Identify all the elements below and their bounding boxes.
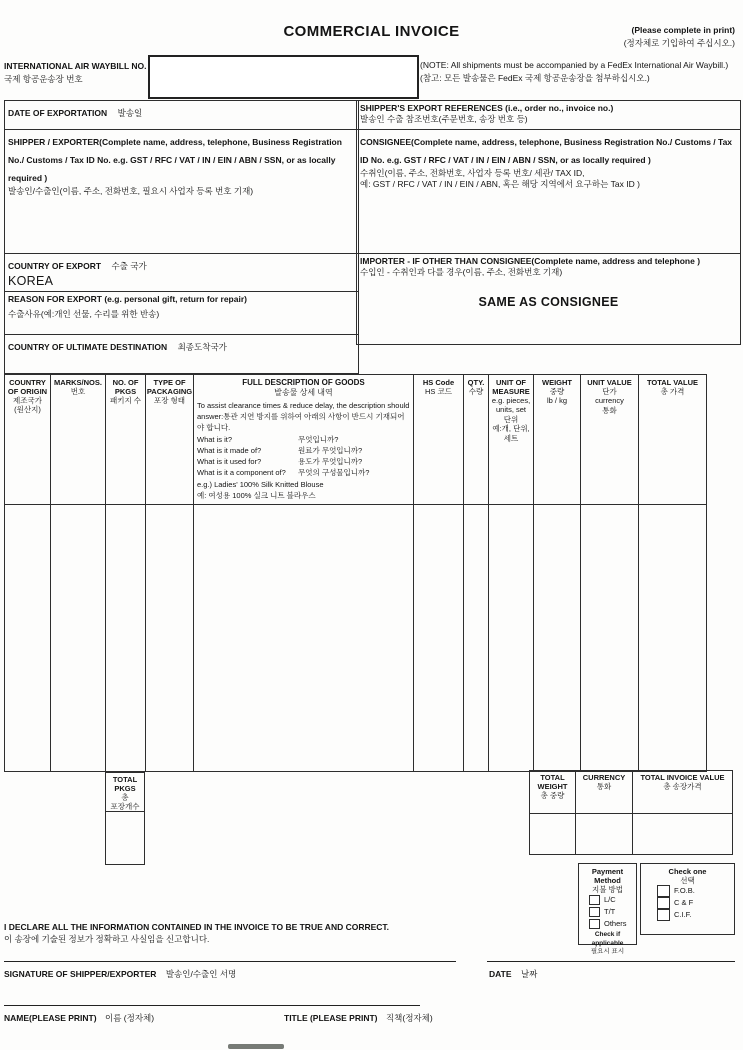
qa-component-of: What is it a component of? 무엇의 구성물입니까? <box>197 468 370 478</box>
scan-artifact <box>228 1044 284 1049</box>
col-unit-value: UNIT VALUE 단가 currency 통화 <box>581 375 639 771</box>
ultimate-destination-field[interactable] <box>4 334 359 374</box>
importer-field[interactable] <box>356 253 741 345</box>
date-of-exportation-label-ko: 발송일 <box>117 108 143 118</box>
print-note-en: (Please complete in print) <box>631 25 735 35</box>
currency-value[interactable] <box>575 813 633 855</box>
col-unit-of-measure: UNIT OF MEASURE e.g. pieces, units, set 단위 예:개, 단위, 세트 <box>489 375 534 771</box>
date-line[interactable] <box>487 961 735 962</box>
page-title: COMMERCIAL INVOICE <box>283 23 460 40</box>
payment-method-box: Payment Method 지불 방법 L/C T/T Others Check if applicable 필요시 표시 <box>578 863 637 945</box>
checkbox-fob[interactable] <box>657 885 670 897</box>
awb-label-en: INTERNATIONAL AIR WAYBILL NO. <box>4 61 147 71</box>
description-guidance: To assist clearance times & reduce delay, the description should answer:통관 지연 방지를 위하여 아래의 사항이 반드시 기재되어야 합니다. <box>197 401 410 432</box>
declaration-en: I DECLARE ALL THE INFORMATION CONTAINED IN THE INVOICE TO BE TRUE AND CORRECT. <box>4 922 390 932</box>
total-invoice-value-label: TOTAL INVOICE VALUE 총 송장가격 <box>632 770 733 814</box>
export-refs-label-ko: 발송인 수출 참조번호(주문번호, 송장 번호 등) <box>360 113 528 124</box>
awb-input-box[interactable] <box>148 55 419 99</box>
name-label: NAME(PLEASE PRINT) 이름 (정자체) <box>4 1013 155 1023</box>
ultimate-destination-label-ko: 최종도착국가 <box>177 342 227 352</box>
consignee-label-en: CONSIGNEE(Complete name, address, telephone, Business Registration No./ Customs / Tax ID No. e.g. GST / RFC / VAT / IN / EIN / ABN / SSN, or as locally required ) <box>360 137 733 165</box>
col-hs-code: HS Code HS 코드 <box>414 375 464 771</box>
description-example-en: e.g.) Ladies' 100% Silk Knitted Blouse <box>197 479 324 489</box>
checkbox-others[interactable] <box>589 919 600 929</box>
awb-note-ko: (참고: 모든 발송물은 FedEx 국제 항공운송장을 첨부하십시오.) <box>420 73 650 83</box>
title-label: TITLE (PLEASE PRINT) 직책(정자체) <box>284 1013 433 1023</box>
reason-for-export-label-en: REASON FOR EXPORT (e.g. personal gift, return for repair) <box>8 294 247 304</box>
consignee-field[interactable] <box>356 129 741 254</box>
goods-table <box>4 374 707 772</box>
check-one-box: Check one 선택 F.O.B. C & F C.I.F. <box>640 863 735 935</box>
awb-label-ko: 국제 항공운송장 번호 <box>4 74 83 84</box>
importer-value: SAME AS CONSIGNEE <box>478 295 619 310</box>
date-of-exportation-field[interactable] <box>4 100 359 130</box>
col-total-value: TOTAL VALUE 총 가격 <box>646 378 699 396</box>
importer-label-en: IMPORTER - IF OTHER THAN CONSIGNEE(Complete name, address and telephone ) <box>360 256 701 266</box>
col-marks-nos: MARKS/NOS. 번호 <box>51 375 106 771</box>
qa-made-of: What is it made of? 원료가 무엇입니까? <box>197 445 363 455</box>
ultimate-destination-label-en: COUNTRY OF ULTIMATE DESTINATION <box>8 342 168 352</box>
total-weight-value[interactable] <box>529 813 576 855</box>
importer-label-ko: 수입인 - 수취인과 다를 경우(이름, 주소, 전화번호 기재) <box>360 266 563 277</box>
country-of-export-value: KOREA <box>8 274 54 288</box>
col-qty: QTY. 수량 <box>464 375 489 771</box>
shipper-label-ko: 발송인/수출인(이름, 주소, 전화번호, 필요시 사업자 등록 번호 기재) <box>8 186 254 196</box>
signature-label: SIGNATURE OF SHIPPER/EXPORTER 발송인/수출인 서명 <box>4 969 237 979</box>
consignee-label-ko1: 수취인(이름, 주소, 전화번호, 사업자 등록 번호/ 세관/ TAX ID, <box>360 168 585 178</box>
checkbox-cif[interactable] <box>657 909 670 921</box>
country-of-export-label-ko: 수출 국가 <box>111 261 147 271</box>
description-example-ko: 예: 여성용 100% 실크 니트 블라우스 <box>197 490 316 500</box>
payment-note-en: Check if applicable <box>591 931 624 947</box>
total-weight-label: TOTAL WEIGHT 총 중량 <box>529 770 576 814</box>
col-country-of-origin: COUNTRY OF ORIGIN 제조국가 (원산지) <box>5 375 51 771</box>
country-of-export-field[interactable] <box>4 253 359 292</box>
name-title-line[interactable] <box>4 1005 420 1006</box>
signature-line[interactable] <box>4 961 456 962</box>
total-pkgs-label: TOTAL PKGS 총 포장개수 <box>105 772 145 812</box>
checkbox-tt[interactable] <box>589 907 600 917</box>
shipper-field[interactable] <box>4 129 359 254</box>
checkbox-cf[interactable] <box>657 897 670 909</box>
qa-what-is-it: What is it? 무엇입니까? <box>197 434 339 444</box>
consignee-label-ko2: 예: GST / RFC / VAT / IN / EIN / ABN, 혹은 해당 지역에서 요구하는 Tax ID ) <box>360 178 640 189</box>
currency-label: CURRENCY 통화 <box>575 770 633 814</box>
total-pkgs-value[interactable] <box>105 811 145 865</box>
country-of-export-label-en: COUNTRY OF EXPORT <box>8 261 102 271</box>
date-of-exportation-label-en: DATE OF EXPORTATION <box>8 108 108 118</box>
declaration-ko: 이 송장에 기술된 정보가 정확하고 사실임을 신고합니다. <box>4 934 210 944</box>
shipper-label-en: SHIPPER / EXPORTER(Complete name, address, telephone, Business Registration No./ Customs / Tax ID No. e.g. GST / RFC / VAT / IN / EIN / ABN / SSN, or as locally required ) <box>8 137 342 183</box>
export-refs-field[interactable] <box>356 100 741 130</box>
payment-note-ko: 필요시 표시 <box>590 948 625 956</box>
col-weight: WEIGHT 중량 lb / kg <box>534 375 581 771</box>
reason-for-export-field[interactable] <box>4 291 359 335</box>
goods-rows-area[interactable] <box>5 505 706 770</box>
awb-note-en: (NOTE: All shipments must be accompanied by a FedEx International Air Waybill.) <box>420 60 729 70</box>
col-no-of-pkgs: NO. OF PKGS 패키지 수 <box>106 375 146 771</box>
total-invoice-value[interactable] <box>632 813 733 855</box>
qa-used-for: What is it used for? 용도가 무엇입니까? <box>197 457 363 467</box>
col-type-of-packaging: TYPE OF PACKAGING 포장 형태 <box>146 375 194 771</box>
date-label: DATE 날짜 <box>489 969 538 979</box>
col-description: FULL DESCRIPTION OF GOODS 발송물 상세 내역 To assist clearance times & reduce delay, the description should answer:통관 지연 방지를 위하여 아래의 사항이 반드시 기재되어야 합니다. What is it? 무엇입니까? What is it made of? 원료가 무엇입니까? What is it used for? 용도가 무엇입니까? What is it a component of? 무엇의 구성물입니까? e.g.) Ladies' 100% Silk Knitted Blouse 예: 여성용 100% 실크 니트 블라우스 <box>194 375 414 771</box>
print-note-ko: (정자체로 기입하여 주십시오.) <box>623 38 735 48</box>
reason-for-export-label-ko: 수출사유(예:개인 선물, 수리를 위한 반송) <box>8 308 160 319</box>
checkbox-lc[interactable] <box>589 895 600 905</box>
export-refs-label-en: SHIPPER'S EXPORT REFERENCES (i.e., order no., invoice no.) <box>360 103 614 113</box>
